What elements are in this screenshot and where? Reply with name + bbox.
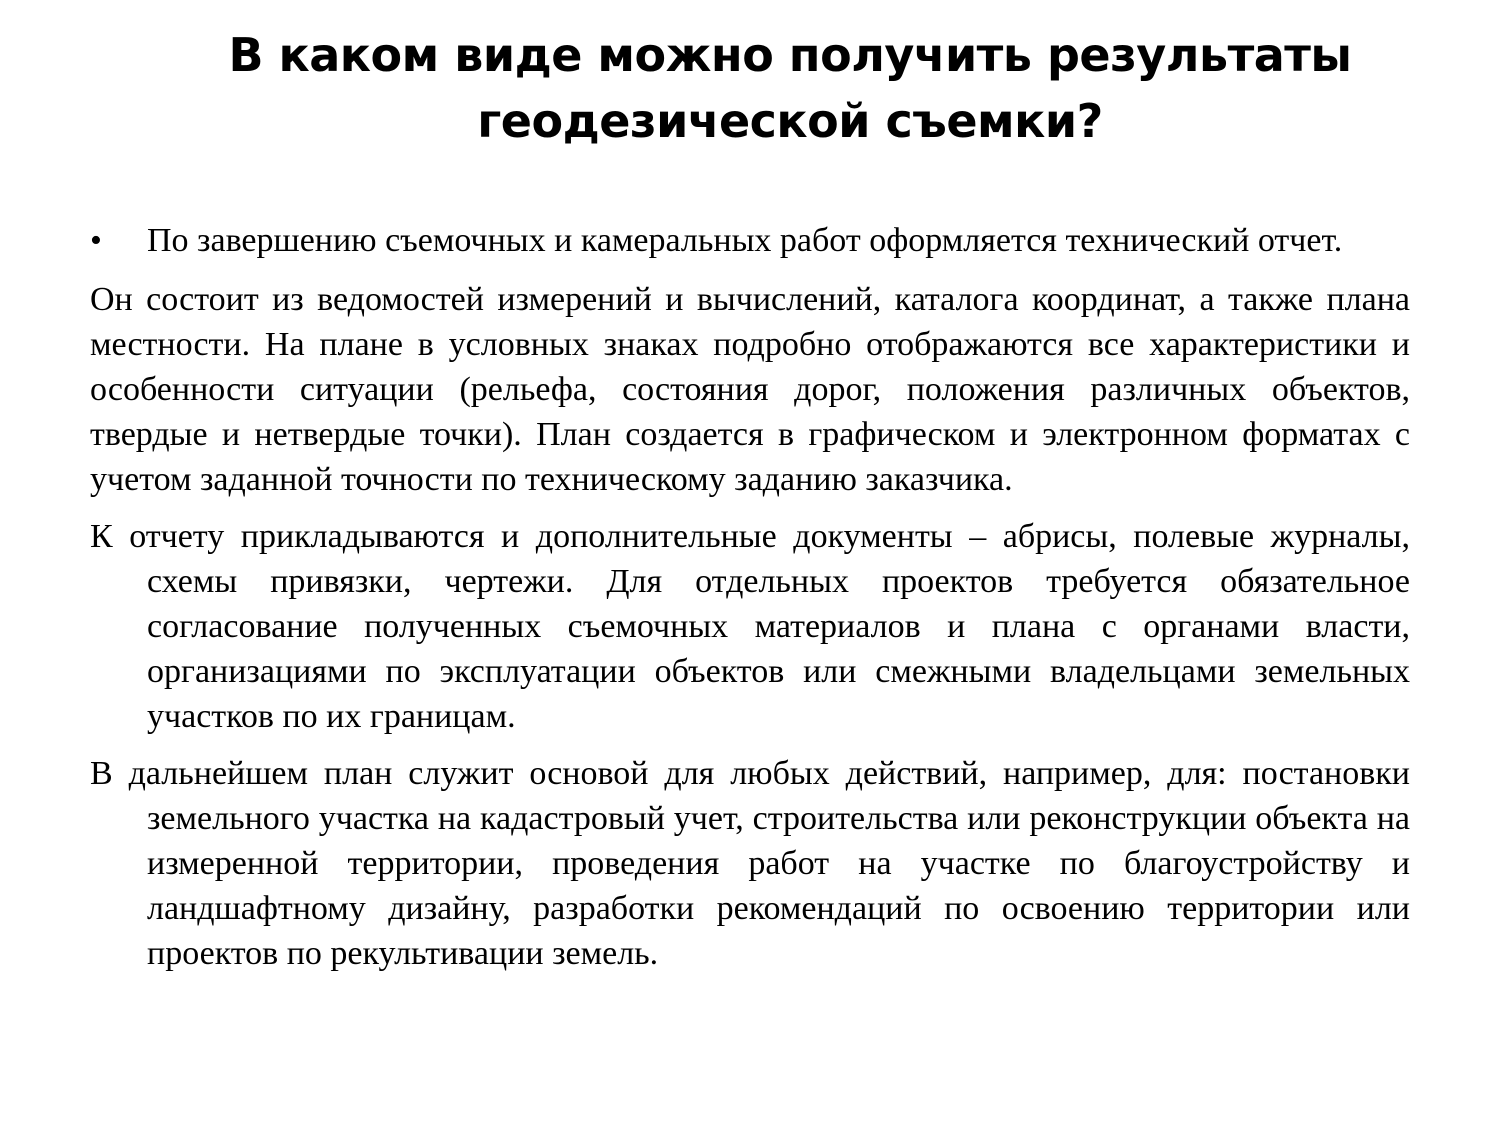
slide-body	[90, 218, 1410, 988]
slide-title: В каком виде можно получить результаты геодезической съемки?	[228, 28, 1352, 148]
paragraph-additional-documents: К отчету прикладываются и дополнительные документы – абрисы, полевые журналы, схемы привязки, чертежи. Для отдельных проектов требуется обязательное согласование полученных съемочных материалов и плана с органами власти, организациями по эксплуатации объектов или смежными владельцами земельных участков по их границам.	[90, 518, 1410, 735]
bullet-item	[90, 218, 1410, 263]
bullet-text: По завершению съемочных и камеральных работ оформляется технический отчет.	[147, 222, 1343, 259]
paragraph-report-contents: Он состоит из ведомостей измерений и вычислений, каталога координат, а также плана местности. На плане в условных знаках подробно отображаются все характеристики и особенности ситуации (рельефа, состояния дорог, положения различных объектов, твердые и нетвердые точки). План создается в графическом и электронном форматах с учетом заданной точности по техническому заданию заказчика.	[90, 281, 1410, 498]
paragraph-plan-usage: В дальнейшем план служит основой для любых действий, например, для: постановки земельного участка на кадастровый учет, строительства или реконструкции объекта на измеренной территории, проведения работ на участке по благоустройству и ландшафтному дизайну, разработки рекомендаций по освоению территории или проектов по рекультивации земель.	[90, 755, 1410, 972]
bullet-marker: •	[90, 222, 102, 259]
